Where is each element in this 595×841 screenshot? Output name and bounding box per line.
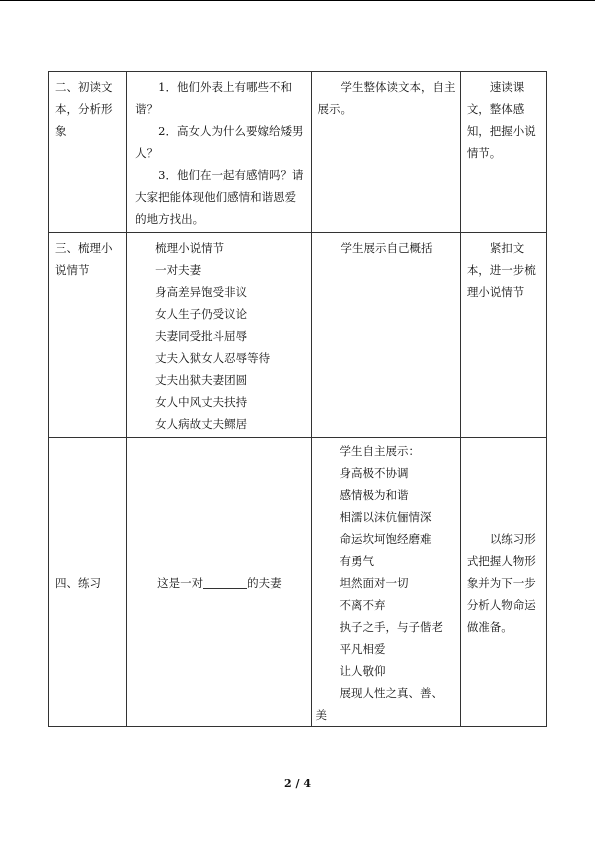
plot-line: 女人病故丈夫鳏居 (155, 417, 248, 431)
student-line: 平凡相爱 (339, 642, 386, 656)
question-1: 1．他们外表上有哪些不和谐？ (135, 80, 292, 116)
plot-line: 夫妻同受批斗屈辱 (155, 329, 248, 343)
design-intent-cell (460, 438, 546, 727)
student-activity-cell (311, 233, 460, 438)
student-line: 命运坎坷饱经磨难 (339, 532, 432, 546)
exercise-prompt-start: 这是一对 (157, 576, 204, 590)
student-line-tail: 美 (315, 708, 328, 722)
student-line: 展现人性之真、善、 (339, 686, 444, 700)
student-line: 坦然面对一切 (339, 576, 409, 590)
student-line: 不离不弃 (339, 598, 386, 612)
exercise-prompt-end: 的夫妻 (247, 576, 282, 590)
plot-line: 丈夫入狱女人忍辱等待 (155, 351, 271, 365)
table-row (49, 233, 547, 438)
content-cell (127, 438, 311, 727)
table-row (49, 438, 547, 727)
question-2: 2．高女人为什么要嫁给矮男人？ (135, 124, 304, 160)
plot-line: 女人中风丈夫扶持 (155, 395, 248, 409)
plot-line: 身高差异饱受非议 (155, 285, 248, 299)
fill-in-blank (203, 575, 247, 589)
design-intent-cell (460, 233, 546, 438)
plot-line: 一对夫妻 (155, 263, 202, 277)
lesson-plan-table (48, 71, 547, 727)
stage-cell (49, 233, 127, 438)
student-line: 学生自主展示： (339, 444, 421, 458)
student-activity-cell (311, 438, 460, 727)
design-intent-text: 速读课文，整体感知，把握小说情节。 (466, 80, 536, 160)
stage-label: 二、初读文本，分析形象 (55, 80, 113, 138)
content-cell (127, 233, 311, 438)
student-activity-cell (311, 72, 460, 233)
stage-label: 四、练习 (55, 576, 101, 590)
student-line: 相濡以沫伉俪情深 (339, 510, 432, 524)
design-intent-text: 紧扣文本，进一步梳理小说情节 (466, 241, 536, 299)
design-intent-text: 以练习形式把握人物形象并为下一步分析人物命运做准备。 (466, 532, 536, 634)
plot-line: 女人生子仍受议论 (155, 307, 248, 321)
question-3: 3．他们在一起有感情吗？请大家把能体现他们感情和谐恩爱的地方找出。 (135, 168, 304, 226)
student-line: 执子之手，与子偕老 (339, 620, 444, 634)
stage-label: 三、梳理小说情节 (55, 241, 113, 277)
table-row (49, 72, 547, 233)
header-rule (0, 0, 595, 1)
content-cell (127, 72, 311, 233)
plot-line: 丈夫出狱夫妻团圆 (155, 373, 248, 387)
student-line: 感情极为和谐 (339, 488, 409, 502)
student-line: 让人敬仰 (339, 664, 386, 678)
stage-cell (49, 438, 127, 727)
page-number: 2 / 4 (284, 777, 311, 790)
student-line: 有勇气 (339, 554, 375, 568)
stage-cell (49, 72, 127, 233)
plot-line: 梳理小说情节 (155, 241, 225, 255)
student-activity-text: 学生整体读文本，自主展示。 (317, 80, 456, 116)
student-line: 身高极不协调 (339, 466, 409, 480)
student-activity-text: 学生展示自己概括 (340, 241, 433, 255)
design-intent-cell (460, 72, 546, 233)
